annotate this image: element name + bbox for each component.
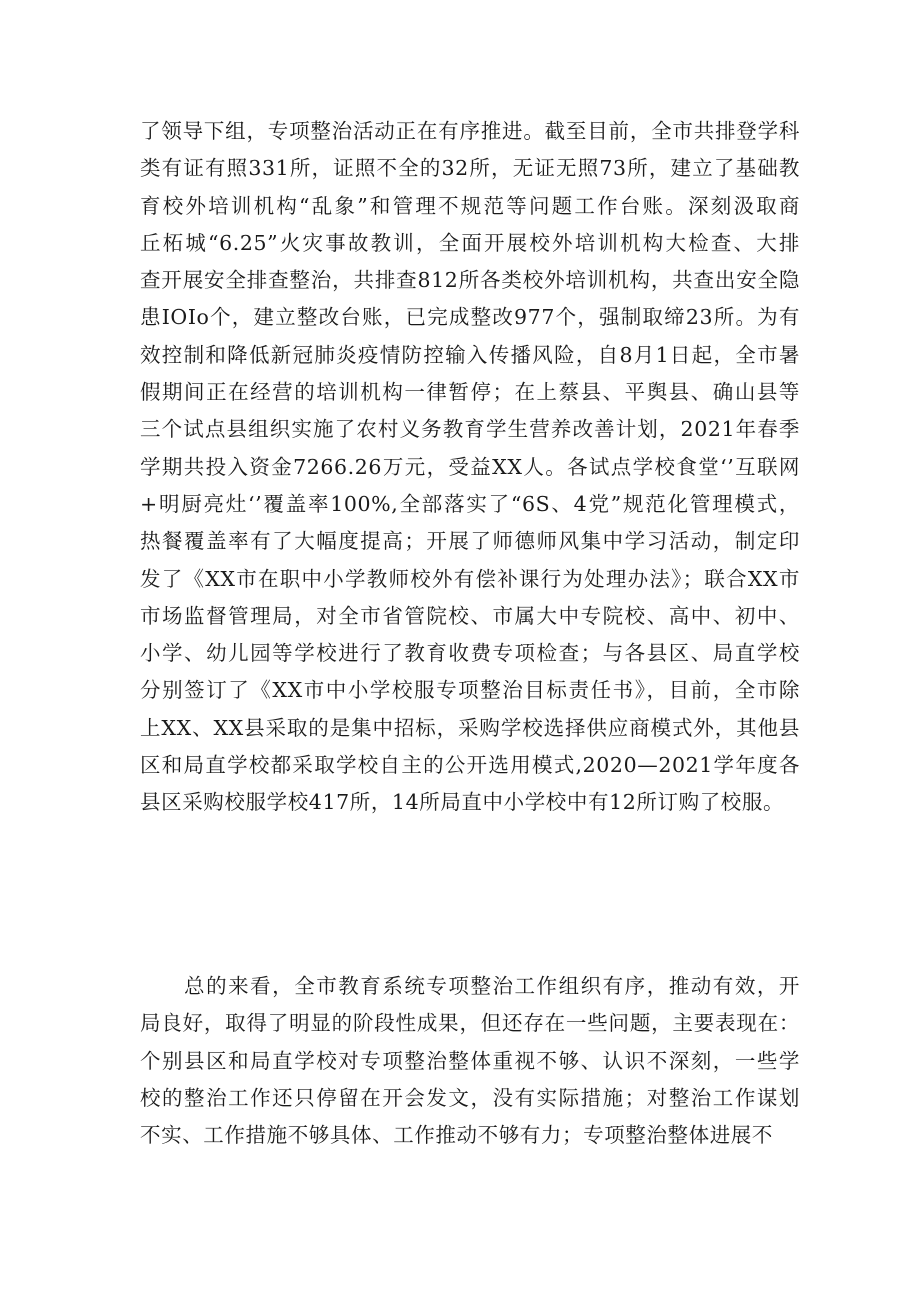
text-line: 发了《XX市在职中小学教师校外有偿补课行为处理办法》；联合XX市	[140, 566, 800, 591]
text-line: 假期间正在经营的培训机构一律暂停；在上蔡县、平舆县、确山县等	[140, 380, 800, 405]
text-line: 县区采购校服学校417所，14所局直中小学校中有12所订购了校服。	[140, 790, 785, 815]
text-line: 小学、幼儿园等学校进行了教育收费专项检查；与各县区、局直学校	[140, 641, 800, 666]
text-line: 查开展安全排查整治，共排查812所各类校外培训机构，共查出安全隐	[140, 268, 800, 293]
text-line: 患IOIo个，建立整改台账，已完成整改977个，强制取缔23所。为有	[140, 305, 800, 330]
text-line: 育校外培训机构“乱象”和管理不规范等问题工作台账。深刻汲取商	[140, 193, 800, 218]
text-line: 区和局直学校都采取学校自主的公开选用模式,2020—2021学年度各	[140, 753, 800, 778]
text-line: 类有证有照331所，证照不全的32所，无证无照73所，建立了基础教	[140, 156, 800, 181]
text-line: 了领导下组，专项整治活动正在有序推进。截至目前，全市共排登学科	[140, 119, 800, 143]
text-line: 效控制和降低新冠肺炎疫情防控输入传播风险，自8月1日起，全市暑	[140, 342, 800, 367]
text-line: 个别县区和局直学校对专项整治整体重视不够、认识不深刻，一些学	[140, 1048, 800, 1073]
body-paragraph-2	[140, 968, 800, 1154]
text-line: 分别签订了《XX市中小学校服专项整治目标责任书》，目前，全市除	[140, 678, 800, 703]
text-line: +明厨亮灶‘’覆盖率100%,全部落实了“6S、4党”规范化管理模式，	[140, 491, 800, 516]
text-line: 市场监督管理局，对全市省管院校、市属大中专院校、高中、初中、	[140, 603, 800, 628]
text-line: 不实、工作措施不够具体、工作推动不够有力；专项整治整体进展不	[140, 1123, 773, 1148]
text-line: 热餐覆盖率有了大幅度提高；开展了师德师风集中学习活动，制定印	[140, 529, 800, 554]
text-line: 局良好，取得了明显的阶段性成果，但还存在一些问题，主要表现在：	[140, 1011, 800, 1036]
text-line: 学期共投入资金7266.26万元，受益XX人。各试点学校食堂‘’互联网	[140, 454, 800, 479]
text-line: 校的整治工作还只停留在开会发文，没有实际措施；对整治工作谋划	[140, 1085, 800, 1110]
text-line: 三个试点县组织实施了农村义务教育学生营养改善计划，2021年春季	[140, 417, 800, 442]
text-line: 上XX、XX县采取的是集中招标，采购学校选择供应商模式外，其他县	[140, 715, 800, 740]
text-line: 总的来看，全市教育系统专项整治工作组织有序，推动有效，开	[140, 974, 800, 998]
text-line: 丘柘城“6.25”火灾事故教训，全面开展校外培训机构大检查、大排	[140, 230, 800, 255]
body-paragraph-1	[140, 113, 800, 822]
